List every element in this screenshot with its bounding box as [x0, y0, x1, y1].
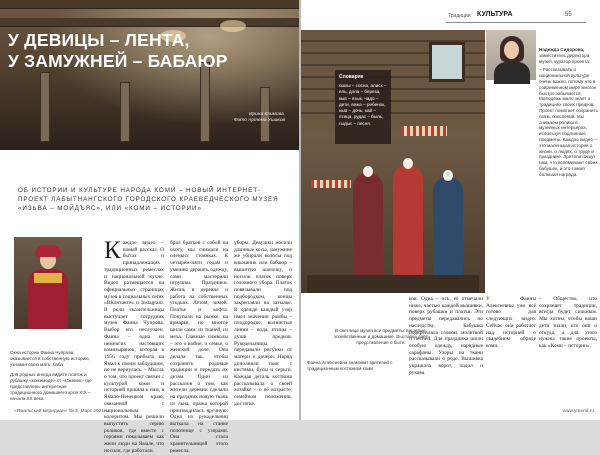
photo-caption: Фаина Алексеевна знакомит зрителей с традиционным костюмом коми.: [307, 360, 393, 371]
portrait-photo: [486, 30, 536, 80]
loom-frame: [120, 82, 130, 142]
column-text: уборы. Девушки носили длинные косы, замужние же убирали волосы под кокошник или бабаюр – вышитую шапочку, и носили платок поверх головного убора. Платок повязывали под подбородком, концы закрепляли на затылке. В одежде каждый узор имел значение: ромбы – плодородие, волнистые линии – вода, птицы – души предков. Рукодельницы передавали рисунки от матери к дочери. Наряд дополняли пояс с кистями, бусы и серьги. Каждая деталь костюма рассказывала о своей хозяйке – о её возрасте, семейном положении, достатке.: [234, 240, 292, 407]
expert-sidebar: [539, 47, 599, 305]
photo-caption: [10, 350, 92, 402]
text-column-b: [486, 296, 536, 406]
embroidered-towel: [311, 180, 351, 188]
column-text: – Общество, что сохраняет традиции, всегда будет сильным. Мы хотим, чтобы наши дети знали, кто они и откуда, а для этого нужны такие проекты, как «Коми – истории».: [539, 296, 597, 349]
glossary-box: [335, 70, 391, 144]
left-page: [0, 0, 299, 454]
column-text: У Фаины Алексеевны уже всё готово для следующих видео. Сейчас она работает над историей о свадебном обряде коми.: [486, 296, 536, 349]
header-rule: [446, 22, 586, 23]
column-text: брал братьев с собой на охоту, мы снимали на оленьих стоянках. К четырём-пяти годам и умению держать одежду, сами мастерили игрушки. Праздники. Жизнь в деревне и работа на собственных угодьях. Летом, зимой. Платье и кофта. Покупали на рынке, на ярмарке, но многое шили сами: из тканей, из меха. Главные символы – это о войне, о семье, о женской доле. Она делала так, чтобы сохранить родовые традиции и передать их детям. Один из рассказов о том, как жители деревни сделали на праздник новую ткань из льна, пряжа которой производилась вручную. Одна из рукодельниц выткала на станке полотенце с узорами. Она стала хранительницей этого ремесла.: [170, 240, 228, 454]
photo-credit: [234, 112, 285, 124]
mannequin-head: [443, 170, 453, 181]
photo-caption: В светлице музея все предметы: вещевые, хозяйственные и домашние. Выставка даёт представление о быте.: [334, 328, 428, 345]
mannequin-head: [403, 158, 413, 169]
loom-frame: [200, 62, 210, 142]
text-column-2: [170, 240, 228, 454]
glossary-text: ошкы – сосна, алиск – ель, дэла – береза, кыв – язык, чадо – дети, вежа – ребенок, ныв – дочь, кай – птица, рудас – быль, гыдыс – песня.: [339, 83, 387, 126]
expert-quote: – Рассказывать о национальной культуре очень важно, потому что в современном мире многое быстро забывается. Молодёжь мало знает о традициях своих предков. Проект помогает сохранить связь поколений. Мы снимаем ролики в музейных интерьерах, используя подлинные предметы. Каждое видео – это маленькая история о жизни, о людях, о труде и празднике. Зрители пишут нам, что вспоминают своих бабушек, и это самая большая награда.: [539, 67, 598, 177]
hero-photo: [0, 0, 299, 150]
bench: [307, 275, 479, 293]
loom-frame: [40, 72, 50, 142]
article-title: [8, 30, 228, 72]
ceiling-beam: [0, 18, 299, 27]
text-column-1: [104, 237, 164, 454]
photo-woman-in-costume: [14, 237, 82, 329]
window: [429, 42, 465, 82]
headdress-shape: [35, 245, 61, 257]
scarf-shape: [34, 273, 62, 283]
portrait-face: [504, 41, 519, 59]
credit-photographer: Фото Артема Ушаков: [233, 118, 285, 123]
expert-role: заместитель директора музея, куратор проекта:: [539, 52, 591, 64]
ceiling-beam: [0, 0, 299, 9]
text-column-3: [234, 240, 292, 406]
drop-cap: К: [104, 237, 121, 264]
rubric-label: КУЛЬТУРА: [477, 11, 513, 18]
article-title-line: У ДЕВИЦЫ – ЛЕНТА,: [8, 30, 190, 50]
portrait-body: [494, 62, 530, 84]
running-header: [301, 12, 600, 22]
expert-name: Надежда Сидорова,: [539, 47, 585, 52]
section-label: Традиции: [448, 13, 471, 19]
caption-part: Окна истории Фаина Чупрова оказывается в собственную историю, узнавая свою мать, баба.: [10, 350, 90, 367]
right-page: [301, 0, 600, 420]
photo-museum-interior: [301, 30, 485, 293]
column-text: ков. Одна – ось, её отмечали ниже, частью каждой вышивки, поверх рубашки и платья. Эти предметы передавались по наследству. Бабушка подкрепляла словом, молитвой и песней. Для праздника шили особую одежду, нарядные сарафаны. Узоры на ткани рассказывали о роде. Вышивка украшала ворот, подол и рукава.: [409, 296, 483, 376]
mannequin-costume: [393, 165, 423, 293]
mannequin-head: [363, 166, 373, 177]
article-title-line: У ЗАМУЖНЕЙ – БАБАЮР: [8, 51, 228, 71]
text-column-a: [409, 296, 483, 376]
caption-part: Для родных иногда видите платок и рубашку «комимоде» от «Ижевек» где представлены интересная традиционного домашнего кроя XIX – начала XX века.: [10, 372, 92, 401]
embroidered-towel: [401, 126, 447, 136]
text-column-c: [539, 296, 597, 406]
column-text: аждое видео – новый рассказ. О бытах и принадлежащих традиционных ремеслах и национальной кухне. Видео размещается на официальных страницах музея в социальных сетях «ВКонтакте» и Instagram. В роли сказительницы выступает сотрудник музея Фаина Чупрова. Выбор его неслучаен. Фаина – одна из немногих настоящих комизырянок, которая в 1956 году прибыла на Ямал к своим заблудшим, но не вернулась. – Мысль о том, что проект связан с культурой коми и историей пришла к нам, в Ямало-Ненецком краю, связанной с национальным колоритом. Мы решили выпустить серию роликов, где вместе с героями показываем как жили люди на Ямале, что носили, где работали.: [104, 240, 164, 454]
site-footer: www.ymerid.ru: [562, 409, 594, 414]
issue-footer: «Ямальский меридиан» № 3, Март 2021 г.: [14, 409, 108, 414]
glossary-title: Словарик: [339, 74, 364, 80]
lead-paragraph: ОБ ИСТОРИИ И КУЛЬТУРЕ НАРОДА КОМИ – НОВЫЙ ИНТЕРНЕТ-ПРОЕКТ ЛАБЫТНАНГСКОГО ГОРОДСКОГО КРАЕВЕДЧЕСКОГО МУЗЕЯ «ИЗЬВА – МОЙДЪЯС», ИЛИ «КОМИ – ИСТОРИИ»: [18, 187, 279, 212]
page-number: 55: [565, 12, 572, 18]
credit-author: Ирина Климова,: [249, 112, 285, 117]
